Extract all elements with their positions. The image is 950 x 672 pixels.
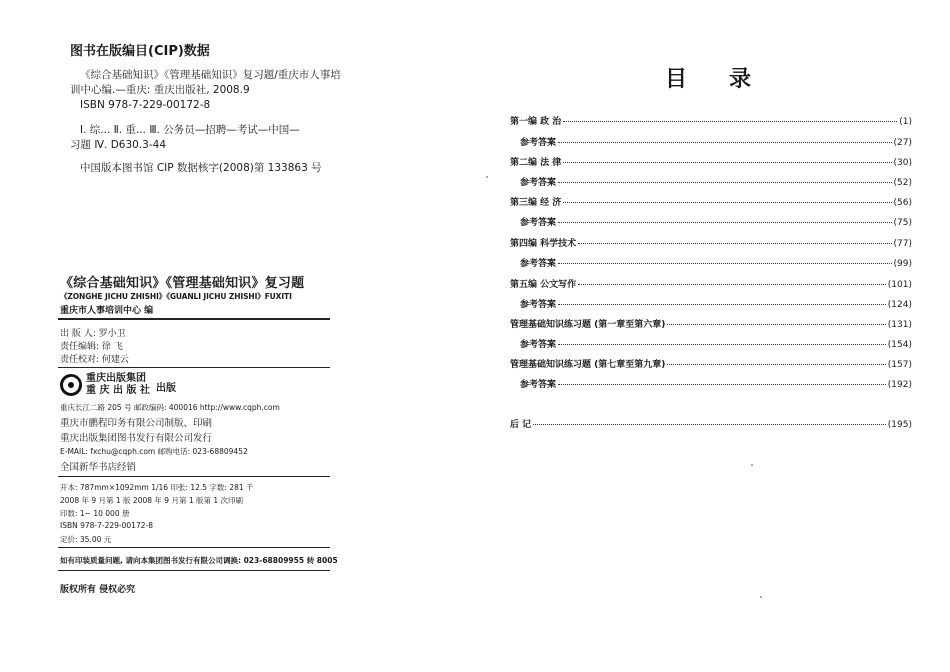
toc-leader-dots (558, 296, 886, 305)
cip-citation-line2: 训中心编.—重庆: 重庆出版社, 2008.9 (70, 84, 250, 96)
book-format: 开本: 787mm×1092mm 1/16 印张: 12.5 字数: 281 千 (60, 483, 254, 492)
scan-speck (486, 176, 488, 178)
toc-entry-page: (30) (893, 158, 912, 168)
toc-entry-chapter (510, 317, 912, 331)
toc-entry-page: (154) (887, 340, 912, 350)
print-run: 印数: 1~ 10 000 册 (60, 509, 130, 518)
publisher-suffix: 出版 (156, 383, 176, 394)
proofreader: 责任校对: 何建云 (60, 355, 129, 365)
toc-leader-dots (578, 235, 891, 244)
toc-leader-dots (558, 174, 892, 183)
toc-entry-label: 管理基础知识练习题 (第七章至第九章) (510, 360, 666, 370)
toc-entry-answers (510, 377, 912, 391)
cip-heading: 图书在版编目(CIP)数据 (70, 44, 210, 59)
toc-entry-page: (77) (893, 239, 912, 249)
publisher-logo-icon (60, 374, 82, 396)
toc-entry-chapter (510, 357, 912, 371)
printer: 重庆市鹏程印务有限公司制版、印刷 (60, 418, 213, 429)
toc-entry-chapter (510, 277, 912, 291)
book-title-pinyin: 《ZONGHE JICHU ZHISHI》《GUANLI JICHU ZHISHI》FUXITI (60, 292, 292, 301)
book-editor: 重庆市人事培训中心 编 (60, 306, 154, 316)
colophon-rule-top (58, 318, 330, 320)
toc-leader-dots (558, 214, 892, 223)
toc-entry-page: (99) (893, 259, 912, 269)
book-title: 《综合基础知识》《管理基础知识》复习题 (60, 276, 305, 291)
toc-entry-label: 后 记 (510, 420, 532, 430)
toc-leader-dots (563, 113, 897, 122)
toc-leader-dots (667, 316, 885, 325)
cip-classification-line2: 习题 Ⅳ. D630.3-44 (70, 139, 166, 151)
toc-entry-answers (510, 297, 912, 311)
price: 定价: 35.00 元 (60, 535, 112, 544)
copyright-notice: 版权所有 侵权必究 (60, 585, 136, 595)
toc-entry-page: (195) (887, 420, 912, 430)
colophon-rule-3 (58, 476, 330, 477)
scan-speck (760, 596, 762, 598)
toc-entry-page: (52) (893, 178, 912, 188)
toc-entry-label: 第一编 政 治 (510, 117, 562, 127)
cip-citation-line1: 《综合基础知识》《管理基础知识》复习题/重庆市人事培 (80, 69, 341, 81)
toc-title: 目录 (665, 67, 794, 92)
toc-leader-dots (533, 416, 886, 425)
toc-leader-dots (558, 376, 886, 385)
responsible-editor: 责任编辑: 徐 飞 (60, 342, 123, 352)
toc-entry-label: 第五编 公文写作 (510, 280, 577, 290)
toc-entry-page: (192) (887, 380, 912, 390)
toc-entry-page: (56) (893, 198, 912, 208)
toc-entry-page: (131) (887, 320, 912, 330)
publisher-address: 重庆长江二路 205 号 邮政编码: 400016 http://www.cqph.com (60, 403, 280, 412)
toc-entry-chapter (510, 417, 912, 431)
publisher-house-name: 重 庆 出 版 社 (86, 385, 150, 396)
cip-isbn: ISBN 978-7-229-00172-8 (80, 99, 211, 111)
colophon-isbn: ISBN 978-7-229-00172-8 (60, 521, 153, 530)
toc-leader-dots (558, 336, 886, 345)
toc-entry-chapter (510, 114, 912, 128)
publisher-person: 出 版 人: 罗小卫 (60, 329, 126, 339)
toc-entry-label: 参考答案 (520, 380, 557, 390)
toc-leader-dots (558, 134, 892, 143)
toc-entry-label: 管理基础知识练习题 (第一章至第六章) (510, 320, 666, 330)
toc-entry-label: 参考答案 (520, 178, 557, 188)
quality-notice: 如有印装质量问题, 请向本集团图书发行有限公司调换: 023-68809955 转 8005 (60, 556, 338, 565)
toc-entry-page: (1) (899, 117, 912, 127)
toc-leader-dots (563, 194, 891, 203)
toc-entry-chapter (510, 195, 912, 209)
scan-speck (751, 464, 753, 466)
toc-entry-answers (510, 256, 912, 270)
toc-entry-page: (27) (893, 138, 912, 148)
toc-entry-page: (101) (887, 280, 912, 290)
toc-entry-label: 参考答案 (520, 218, 557, 228)
colophon-rule-2 (58, 367, 330, 368)
cip-record-number: 中国版本图书馆 CIP 数据核字(2008)第 133863 号 (80, 162, 322, 174)
toc-entry-page: (124) (887, 300, 912, 310)
colophon-rule-4 (58, 547, 330, 548)
toc-entry-chapter (510, 155, 912, 169)
seller: 全国新华书店经销 (60, 462, 137, 473)
publisher-name (86, 373, 150, 397)
distributor: 重庆出版集团图书发行有限公司发行 (60, 433, 213, 444)
toc-entry-label: 第三编 经 济 (510, 198, 562, 208)
toc-leader-dots (667, 356, 885, 365)
toc-entry-label: 参考答案 (520, 300, 557, 310)
colophon-rule-5 (58, 570, 330, 571)
toc-entry-label: 参考答案 (520, 138, 557, 148)
toc-entry-label: 参考答案 (520, 259, 557, 269)
toc-entry-page: (75) (893, 218, 912, 228)
toc-entry-answers (510, 135, 912, 149)
toc-entry-page: (157) (887, 360, 912, 370)
edition-info: 2008 年 9 月第 1 版 2008 年 9 月第 1 版第 1 次印刷 (60, 496, 244, 505)
contact-info: E-MAIL: fxchu@cqph.com 邮购电话: 023-68809452 (60, 447, 248, 456)
toc-entry-answers (510, 215, 912, 229)
toc-entry-chapter (510, 236, 912, 250)
toc-entry-label: 参考答案 (520, 340, 557, 350)
toc-entry-answers (510, 337, 912, 351)
toc-entry-label: 第二编 法 律 (510, 158, 562, 168)
cip-classification-line1: Ⅰ. 综... Ⅱ. 重... Ⅲ. 公务员—招聘—考试—中国— (80, 124, 300, 136)
toc-leader-dots (563, 154, 891, 163)
publisher-group-name: 重庆出版集团 (86, 373, 146, 384)
toc-leader-dots (578, 276, 886, 285)
toc-entry-answers (510, 175, 912, 189)
toc-entry-label: 第四编 科学技术 (510, 239, 577, 249)
toc-leader-dots (558, 255, 892, 264)
